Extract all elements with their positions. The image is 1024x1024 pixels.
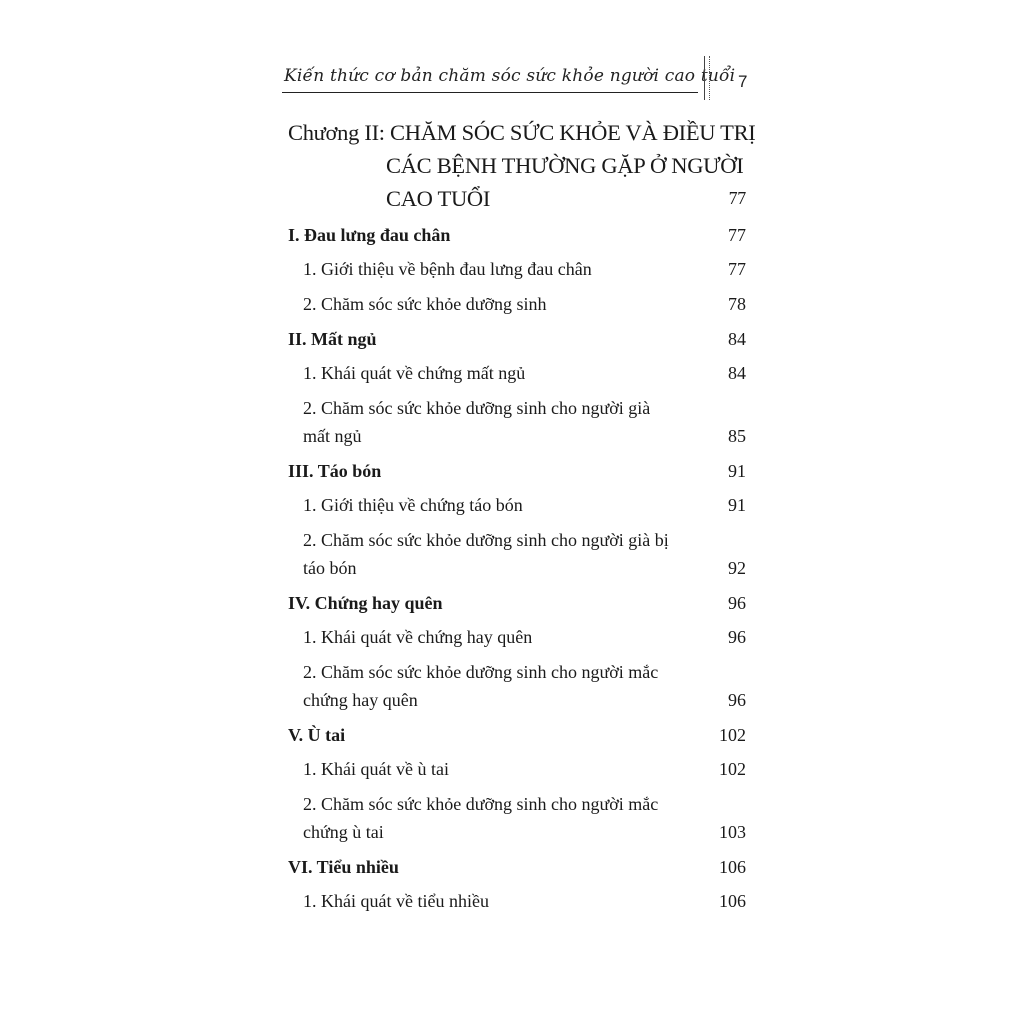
toc-item-page-number: 102 [719,759,746,779]
toc-section-entry [288,718,748,752]
toc-item-page-number: 103 [719,822,746,842]
toc-item-title [303,287,703,322]
toc-entries [288,218,748,919]
toc-item-title-line-2: chứng hay quên [303,690,418,710]
toc-section-title: I. Đau lưng đau chân [288,225,451,245]
table-of-contents [288,116,756,919]
toc-item-page-number: 78 [728,294,746,314]
toc-item-title-line-1: 2. Chăm sóc sức khỏe dưỡng sinh cho người mắc [303,662,659,682]
toc-item-page-number: 96 [728,627,746,647]
toc-section-title: VI. Tiểu nhiều [288,857,399,877]
toc-item-title-line-2: táo bón [303,558,357,578]
toc-section-entry [288,850,748,884]
chapter-title-line-1: Chương II: CHĂM SÓC SỨC KHỎE VÀ ĐIỀU TRỊ [288,120,756,145]
toc-item-title-line-1: 2. Chăm sóc sức khỏe dưỡng sinh [303,294,547,314]
toc-chapter-heading [288,116,756,215]
toc-item-title-line-1: 1. Khái quát về chứng mất ngủ [303,363,526,383]
toc-item-page-number: 85 [728,426,746,446]
toc-section-page-number: 84 [728,329,746,349]
toc-item-entry [288,356,748,391]
toc-section-page-number: 77 [728,225,746,245]
toc-item-title-line-2: chứng ù tai [303,822,384,842]
toc-section-page-number: 91 [728,461,746,481]
toc-section-entry [288,454,748,488]
running-header [282,62,736,93]
toc-item-page-number: 91 [728,495,746,515]
toc-section-title: III. Táo bón [288,461,382,481]
toc-item-title-line-1: 1. Khái quát về chứng hay quên [303,627,533,647]
toc-item-entry [288,752,748,787]
toc-item-title-line-1: 2. Chăm sóc sức khỏe dưỡng sinh cho người già [303,398,651,418]
toc-item-entry [288,488,748,523]
toc-section-title: II. Mất ngủ [288,329,377,349]
toc-section-page-number: 96 [728,593,746,613]
toc-section-title: IV. Chứng hay quên [288,593,443,613]
toc-item-title [303,790,703,846]
toc-item-page-number: 96 [728,690,746,710]
toc-item-title [303,658,703,714]
toc-item-title-line-2: mất ngủ [303,426,362,446]
toc-item-entry [288,523,748,586]
toc-section-entry [288,586,748,620]
header-divider-ornament [704,56,710,100]
toc-item-title [303,752,703,787]
running-title: Kiến thức cơ bản chăm sóc sức khỏe người cao tuổi [284,66,736,86]
toc-item-page-number: 84 [728,363,746,383]
toc-section-entry [288,322,748,356]
page-number: 7 [738,72,748,91]
toc-section-entry [288,218,748,252]
toc-item-title-line-1: 1. Giới thiệu về bệnh đau lưng đau chân [303,259,592,279]
toc-item-entry [288,884,748,919]
toc-item-page-number: 92 [728,558,746,578]
toc-item-title [303,356,703,391]
toc-item-entry [288,787,748,850]
toc-section-page-number: 106 [719,857,746,877]
toc-item-title-line-1: 2. Chăm sóc sức khỏe dưỡng sinh cho người mắc [303,794,659,814]
toc-item-entry [288,391,748,454]
chapter-title-line-2: CÁC BỆNH THƯỜNG GẶP Ở NGƯỜI [386,153,744,178]
chapter-page-number: 77 [728,188,746,208]
toc-item-title [303,620,703,655]
toc-item-entry [288,655,748,718]
toc-item-entry [288,252,748,287]
chapter-title-line-3: CAO TUỔI [386,186,491,211]
toc-section-title: V. Ù tai [288,725,346,745]
toc-item-title [303,394,703,450]
toc-item-entry [288,620,748,655]
toc-section-page-number: 102 [719,725,746,745]
toc-item-title [303,884,703,919]
toc-item-title-line-1: 1. Giới thiệu về chứng táo bón [303,495,523,515]
toc-item-page-number: 106 [719,891,746,911]
toc-item-title-line-1: 1. Khái quát về ù tai [303,759,449,779]
toc-item-title-line-1: 2. Chăm sóc sức khỏe dưỡng sinh cho người già bị [303,530,669,550]
toc-item-title [303,488,703,523]
toc-item-title [303,252,703,287]
toc-item-page-number: 77 [728,259,746,279]
toc-item-entry [288,287,748,322]
toc-item-title-line-1: 1. Khái quát về tiểu nhiều [303,891,489,911]
toc-item-title [303,526,703,582]
